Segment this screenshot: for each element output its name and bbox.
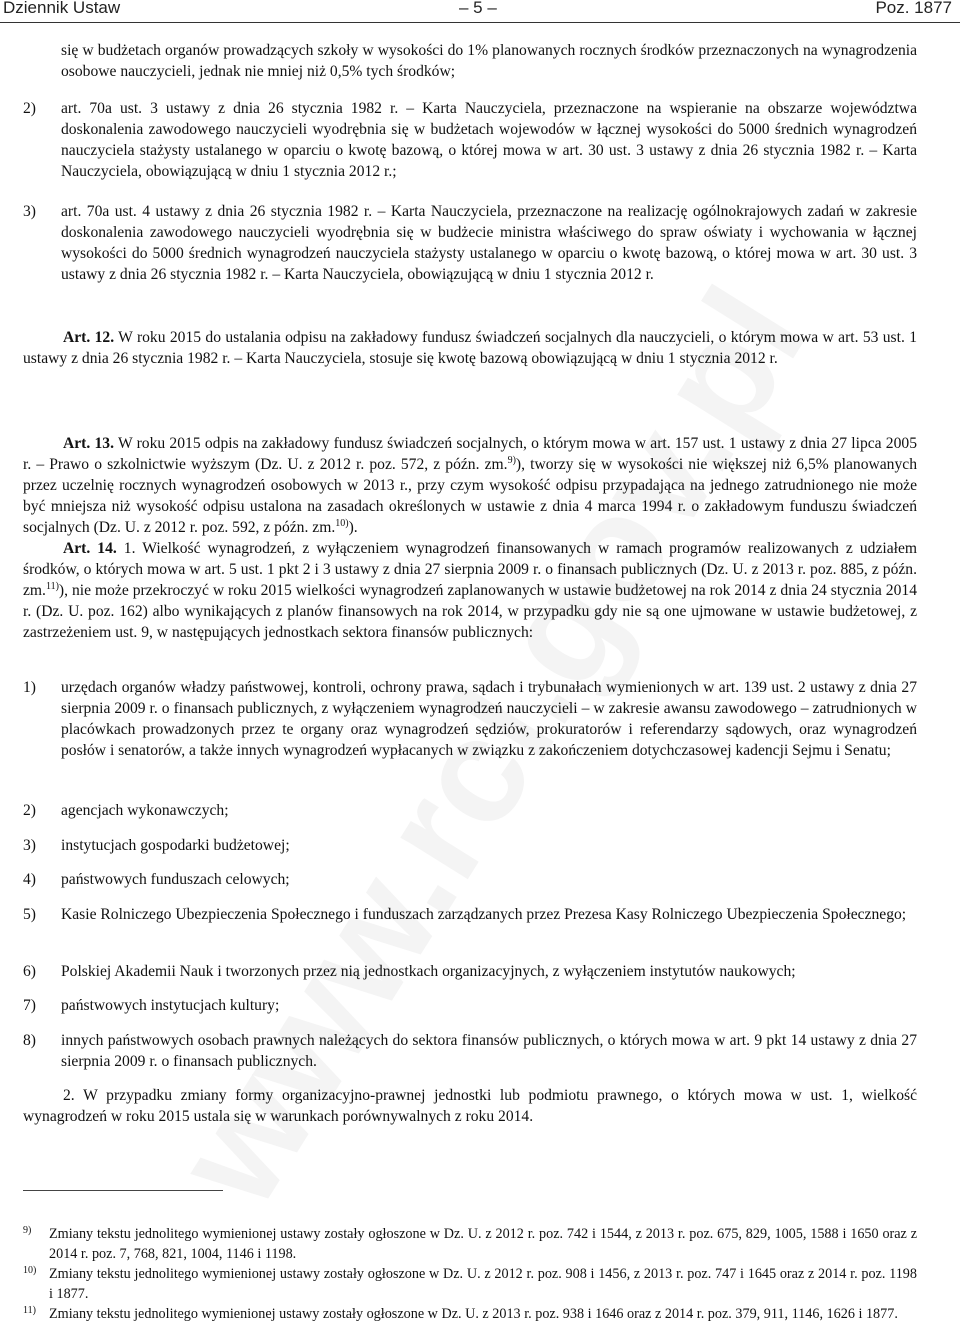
item-text: art. 70a ust. 4 ustawy z dnia 26 stycznia 1982 r. – Karta Nauczyciela, przeznaczone na realizację ogólnokrajowych zadań w zakresie doskonalenia zawodowego nauczycieli wyodrębnia się w budżecie ministra właściwego do spraw oświaty i wychowania w łącznej wysokości do 5000 średnich wynagrodzeń nauczyciela stażysty ustalanego w oparciu o kwotę bazową, o której mowa w art. 30 ust. 3 ustawy z dnia 26 stycznia 1982 r. – Karta Nauczyciela, obowiązującą w dniu 1 stycznia 2012 r. — [61, 203, 917, 283]
footnote-label: 10) — [23, 1265, 37, 1276]
footnote-ref: 9) — [507, 454, 516, 466]
list-item: 4) państwowych funduszach celowych; — [23, 871, 290, 888]
article-heading: Art. 13. — [63, 435, 114, 452]
footnote-label: 9) — [23, 1225, 32, 1236]
list-item: 6) Polskiej Akademii Nauk i tworzonych przez nią jednostkach organizacyjnych, z wyłączeniem instytutów naukowych; — [23, 963, 796, 980]
footnote — [23, 1305, 917, 1343]
list-item: 2) agencjach wykonawczych; — [23, 802, 229, 819]
footnote-label: 11) — [23, 1305, 36, 1316]
article-12 — [23, 327, 917, 369]
paragraph-2: 2. W przypadku zmiany formy organizacyjno-prawnej jednostki lub podmiotu prawnego, o których mowa w ust. 1, wielkość wynagrodzeń w roku 2015 ustala się w warunkach porównywalnych z roku 2014. — [23, 1087, 917, 1125]
article-heading: Art. 12. — [63, 329, 115, 346]
list-item — [23, 201, 917, 321]
footnote-ref: 11) — [45, 580, 59, 592]
article-14: Art. 14. 1. Wielkość wynagrodzeń, z wyłączeniem wynagrodzeń finansowanych w ramach programów realizowanych z udziałem środków, o których mowa w art. 5 ust. 1 pkt 2 i 3 ustawy z dnia 27 sierpnia 2009 r. o finansach publicznych (Dz. U. z 2013 r. poz. 885, z późn. zm.$^{11)}$), nie może przekroczyć w roku 2015 wielkości wynagrodzeń zaplanowanych w ustawie budżetowej na rok 2014 z dnia 24 stycznia 2014 r. (Dz. U. poz. 162) albo wynikających z planów finansowych na rok 2014, w przypadku gdy nie są one ujmowane w ustawie budżetowej, z zastrzeżeniem ust. 9, w następujących jednostkach sektora finansów publicznych: — [23, 540, 918, 641]
list-item: 5) Kasie Rolniczego Ubezpieczenia Społecznego i funduszach zarządzanych przez Prezesa Kasy Rolniczego Ubezpieczenia Społecznego; — [23, 906, 907, 923]
article-13: Art. 13. W roku 2015 odpis na zakładowy fundusz świadczeń socjalnych, o którym mowa w art. 157 ust. 1 ustawy z dnia 27 lipca 2005 r. – Prawo o szkolnictwie wyższym (Dz. U. z 2012 r. poz. 572, z późn. zm.$^{9)}$), tworzy się w wysokości nie większej niż 6,5% planowanych przez uczelnię rocznych wynagrodzeń osobowych w 2013 r., przy czym wysokość odpisu przypadająca na jednego zatrudnionego nie może być mniejsza niż wysokość odpisu ustalona na zasadach określonych w ustawie z dnia 4 marca 1994 r. o zakładowym funduszu świadczeń socjalnych (Dz. U. z 2012 r. poz. 592, z późn. zm.$^{10)}$). — [23, 435, 917, 536]
position-number: Poz. 1877 — [875, 0, 952, 17]
footnote-divider — [23, 1190, 223, 1191]
item-label: 3) — [23, 203, 36, 220]
header-divider — [0, 22, 960, 23]
article-heading: Art. 14. — [63, 540, 117, 557]
footnote-text: Zmiany tekstu jednolitego wymienionej ustawy zostały ogłoszone w Dz. U. z 2012 r. poz. 908 i 1456, z 2013 r. poz. 747 i 1645 oraz z 2014 r. poz. 1198 i 1877. — [49, 1266, 917, 1302]
item-label: 2) — [23, 100, 36, 117]
item-text: art. 70a ust. 3 ustawy z dnia 26 stycznia 1982 r. – Karta Nauczyciela, przeznaczone na wspieranie na obszarze województwa doskonalenia zawodowego nauczycieli wyodrębnia się w budżetach wojewodów w łącznej wysokości do 5000 średnich wynagrodzeń nauczyciela stażysty ustalanego w oparciu o kwotę bazową, o której mowa w art. 30 ust. 3 ustawy z dnia 26 stycznia 1982 r. – Karta Nauczyciela, obowiązującą w dniu 1 stycznia 2012 r.; — [61, 100, 917, 180]
list-item: 7) państwowych instytucjach kultury; — [23, 997, 280, 1014]
list-item: 3) instytucjach gospodarki budżetowej; — [23, 837, 290, 854]
continuation-text: się w budżetach organów prowadzących szkoły w wysokości do 1% planowanych rocznych środków przeznaczonych na wynagrodzenia osobowe nauczycieli, jednak nie mniej niż 0,5% tych środków; — [61, 42, 917, 80]
article-text: W roku 2015 do ustalania odpisu na zakładowy fundusz świadczeń socjalnych dla nauczycieli, o którym mowa w art. 53 ust. 1 ustawy z dnia 26 stycznia 1982 r. – Karta Nauczyciela, stosuje się kwotę bazową obowiązującą w dniu 1 stycznia 2012 r. — [23, 329, 917, 367]
list-item — [23, 98, 917, 188]
page-number: – 5 – — [459, 0, 497, 17]
page-header — [0, 0, 960, 22]
footnote-text: Zmiany tekstu jednolitego wymienionej ustawy zostały ogłoszone w Dz. U. z 2013 r. poz. 938 i 1646 oraz z 2014 r. poz. 379, 911, 1146, 1626 i 1877. — [49, 1306, 898, 1322]
footnote-ref: 10) — [335, 517, 349, 529]
list-item: 8) innych państwowych osobach prawnych należących do sektora finansów publicznych, o których mowa w art. 9 pkt 14 ustawy z dnia 27 sierpnia 2009 r. o finansach publicznych. — [23, 1032, 917, 1070]
footnote — [23, 1225, 917, 1265]
footnote — [23, 1265, 917, 1305]
list-item: 1) urzędach organów władzy państwowej, kontroli, ochrony prawa, sądach i trybunałach wymienionych w art. 139 ust. 2 ustawy z dnia 27 sierpnia 2009 r. o finansach publicznych, z wyłączeniem wynagrodzeń nauczycieli – w zakresie awansu zawodowego – zatrudnionych w placówkach prowadzonych przez te organy oraz wynagrodzeń sędziów, prokuratorów i referendarzy sądowych, oraz wynagrodzeń posłów i senatorów, a także innych wynagrodzeń wypłacanych w związku z zakończeniem dotychczasowej kadencji Sejmu i Senatu; — [23, 679, 917, 759]
footnote-text: Zmiany tekstu jednolitego wymienionej ustawy zostały ogłoszone w Dz. U. z 2012 r. poz. 742 i 1544, z 2013 r. poz. 675, 829, 1005, 1588 i 1650 oraz z 2014 r. poz. 7, 768, 821, 1004, 1146 i 1198. — [49, 1226, 917, 1262]
journal-title: Dziennik Ustaw — [3, 0, 121, 17]
